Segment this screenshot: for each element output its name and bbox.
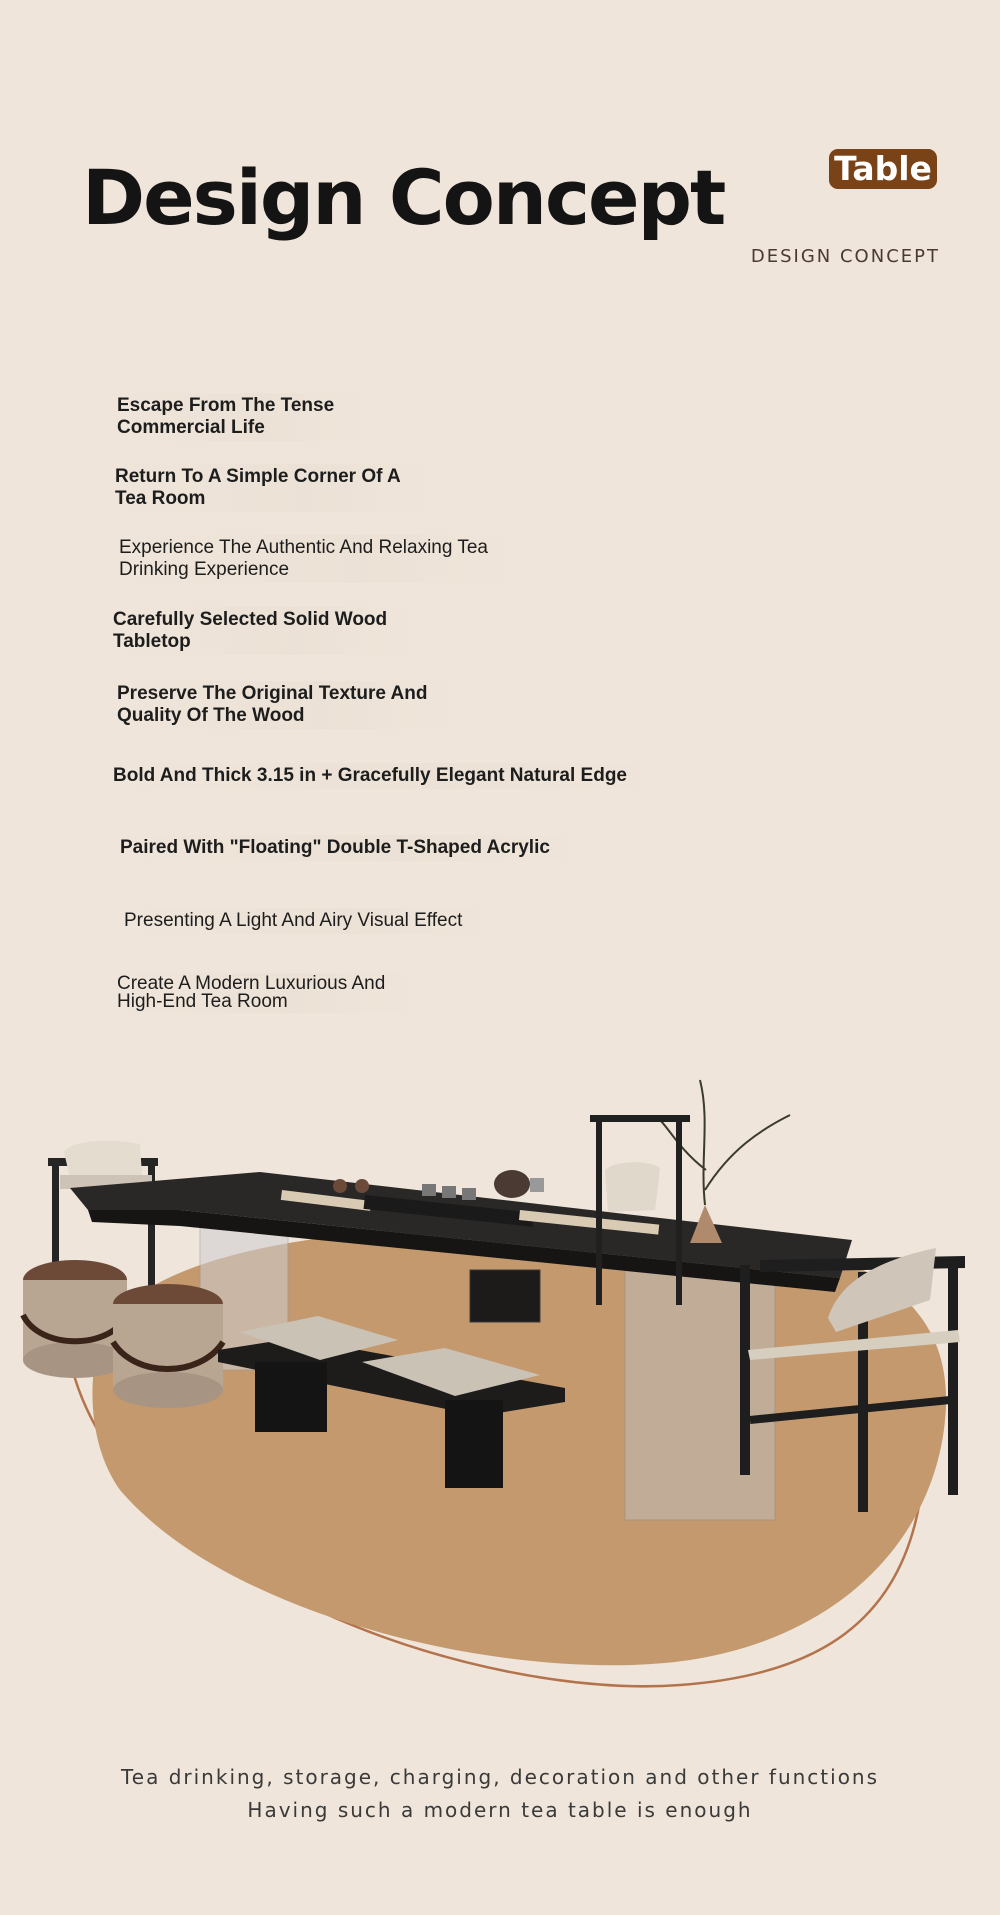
table-tag-badge: Table xyxy=(829,149,937,189)
feature-item: Presenting A Light And Airy Visual Effect xyxy=(124,908,492,934)
tea-room-scene-illustration xyxy=(0,1060,1000,1710)
ottoman-left xyxy=(23,1260,127,1378)
feature-item: Return To A Simple Corner Of A Tea Room xyxy=(115,464,431,512)
feature-item: Experience The Authentic And Relaxing Tea Drinking Experience xyxy=(119,535,518,583)
feature-item: Paired With "Floating" Double T-Shaped Acrylic xyxy=(120,835,580,861)
ottoman-right xyxy=(113,1284,223,1408)
feature-item: Create A Modern Luxurious And High-End Tea Room xyxy=(117,973,415,1013)
feature-item: Bold And Thick 3.15 in + Gracefully Elegant Natural Edge xyxy=(113,763,657,789)
page-subtitle: DESIGN CONCEPT xyxy=(750,246,940,267)
acrylic-leg-right xyxy=(625,1270,775,1520)
page-title: Design Concept xyxy=(82,150,738,254)
footer-caption-line-1: Tea drinking, storage, charging, decoration and other functions xyxy=(120,1765,880,1789)
feature-item: Preserve The Original Texture And Quality Of The Wood xyxy=(117,681,457,729)
feature-item: Escape From The Tense Commercial Life xyxy=(117,393,364,441)
feature-item: Carefully Selected Solid Wood Tabletop xyxy=(113,607,417,655)
footer-caption-line-2: Having such a modern tea table is enough xyxy=(247,1798,753,1822)
